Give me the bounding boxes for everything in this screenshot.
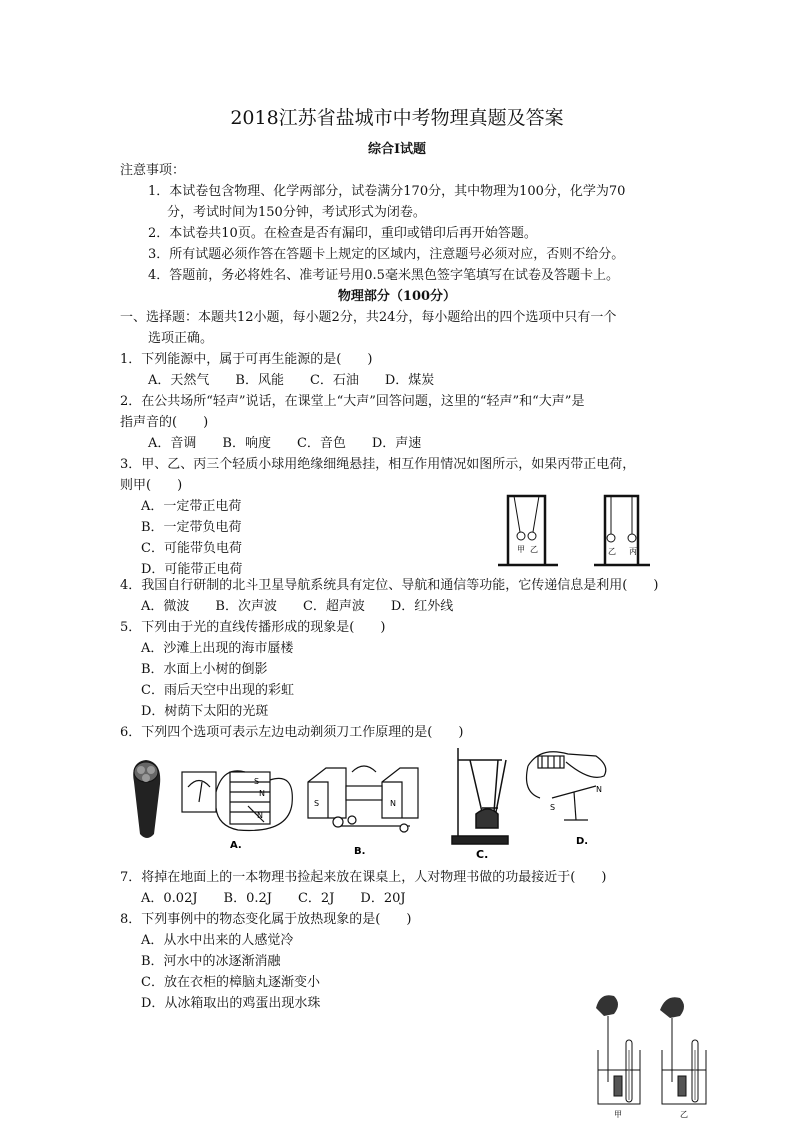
- question-8-stem: 8．下列事例中的物态变化属于放热现象的是( ): [120, 912, 412, 927]
- question-5-option: D．树荫下太阳的光斑: [141, 704, 269, 719]
- figure-label: 乙: [680, 1110, 688, 1119]
- magnet-label: N: [596, 785, 602, 794]
- notes-heading: 注意事项：: [120, 163, 186, 178]
- magnet-label: N: [259, 789, 265, 798]
- ball-label: 乙: [608, 547, 616, 556]
- page-title: 2018江苏省盐城市中考物理真题及答案: [230, 107, 564, 129]
- question-8-option: D．从冰箱取出的鸡蛋出现水珠: [141, 996, 321, 1011]
- question-3-option: D．可能带正电荷: [141, 562, 243, 577]
- figure-label: 甲: [614, 1110, 622, 1119]
- section-intro: 一、选择题：本题共12小题，每小题2分，共24分，每小题给出的四个选项中只有一个: [120, 310, 617, 325]
- question-8-option: B．河水中的冰逐渐消融: [141, 954, 281, 969]
- question-3-figure: [490, 490, 660, 568]
- note-item: 4．答题前，务必将姓名、准考证号用0.5毫米黑色签字笔填写在试卷及答题卡上。: [148, 268, 619, 283]
- magnet-label: N: [390, 799, 396, 808]
- note-item: 3．所有试题必须作答在答题卡上规定的区域内，注意题号必须对应，否则不给分。: [148, 247, 625, 262]
- magnet-label: N: [257, 811, 263, 820]
- question-4-stem: 4．我国自行研制的北斗卫星导航系统具有定位、导航和通信等功能，它传递信息是利用( ): [120, 578, 659, 593]
- question-7-stem: 7．将掉在地面上的一本物理书捡起来放在课桌上，人对物理书做的功最接近于( ): [120, 870, 607, 885]
- exam-subtitle: 综合Ⅰ试题: [367, 142, 427, 157]
- question-6-figure: [120, 742, 610, 864]
- question-8-option: C．放在衣柜的樟脑丸逐渐变小: [141, 975, 320, 990]
- question-7-options: A．0.02J B．0.2J C．2J D．20J: [141, 891, 406, 906]
- question-2-stem: 指声音的( ): [120, 415, 209, 430]
- shaver-icon: [133, 760, 160, 838]
- question-6-stem: 6．下列四个选项可表示左边电动剃须刀工作原理的是( ): [120, 725, 464, 740]
- question-2-stem: 2．在公共场所“轻声”说话，在课堂上“大声”回答问题，这里的“轻声”和“大声”是: [120, 394, 585, 409]
- note-item: 2．本试卷共10页。在检查是否有漏印，重印或错印后再开始答题。: [148, 226, 537, 241]
- question-4-options: A．微波 B．次声波 C．超声波 D．红外线: [141, 599, 454, 614]
- ball-label: 甲: [517, 545, 525, 554]
- magnet-label: S: [314, 799, 320, 808]
- magnet-label: S: [254, 777, 260, 786]
- question-8-option: A．从水中出来的人感觉冷: [141, 933, 294, 948]
- question-5-stem: 5．下列由于光的直线传播形成的现象是( ): [120, 620, 386, 635]
- ball-label: 丙: [629, 547, 637, 556]
- figure-label: C.: [476, 848, 489, 861]
- question-9-figure: [584, 990, 734, 1120]
- figure-label: B.: [354, 846, 366, 857]
- question-1-options: A．天然气 B．风能 C．石油 D．煤炭: [148, 373, 435, 388]
- note-item: 分，考试时间为150分钟，考试形式为闭卷。: [167, 205, 426, 220]
- ball-label: 乙: [530, 545, 538, 554]
- section-title: 物理部分（100分）: [337, 289, 457, 304]
- question-5-option: B．水面上小树的倒影: [141, 662, 268, 677]
- question-3-stem: 3．甲、乙、丙三个轻质小球用绝缘细绳悬挂，相互作用情况如图所示，如果丙带正电荷，: [120, 457, 636, 472]
- figure-label: D.: [576, 836, 589, 847]
- section-intro: 选项正确。: [148, 331, 214, 346]
- question-1-stem: 1．下列能源中，属于可再生能源的是( ): [120, 352, 373, 367]
- question-5-option: A．沙滩上出现的海市蜃楼: [141, 641, 294, 656]
- question-5-option: C．雨后天空中出现的彩虹: [141, 683, 294, 698]
- question-2-options: A．音调 B．响度 C．音色 D．声速: [148, 436, 422, 451]
- figure-label: A.: [230, 840, 242, 851]
- question-3-stem: 则甲( ): [120, 478, 183, 493]
- note-item: 1．本试卷包含物理、化学两部分，试卷满分170分，其中物理为100分，化学为70: [148, 184, 626, 199]
- question-3-option: C．可能带负电荷: [141, 541, 242, 556]
- magnet-label: S: [550, 803, 556, 812]
- question-3-option: B．一定带负电荷: [141, 520, 242, 535]
- question-3-option: A．一定带正电荷: [141, 499, 242, 514]
